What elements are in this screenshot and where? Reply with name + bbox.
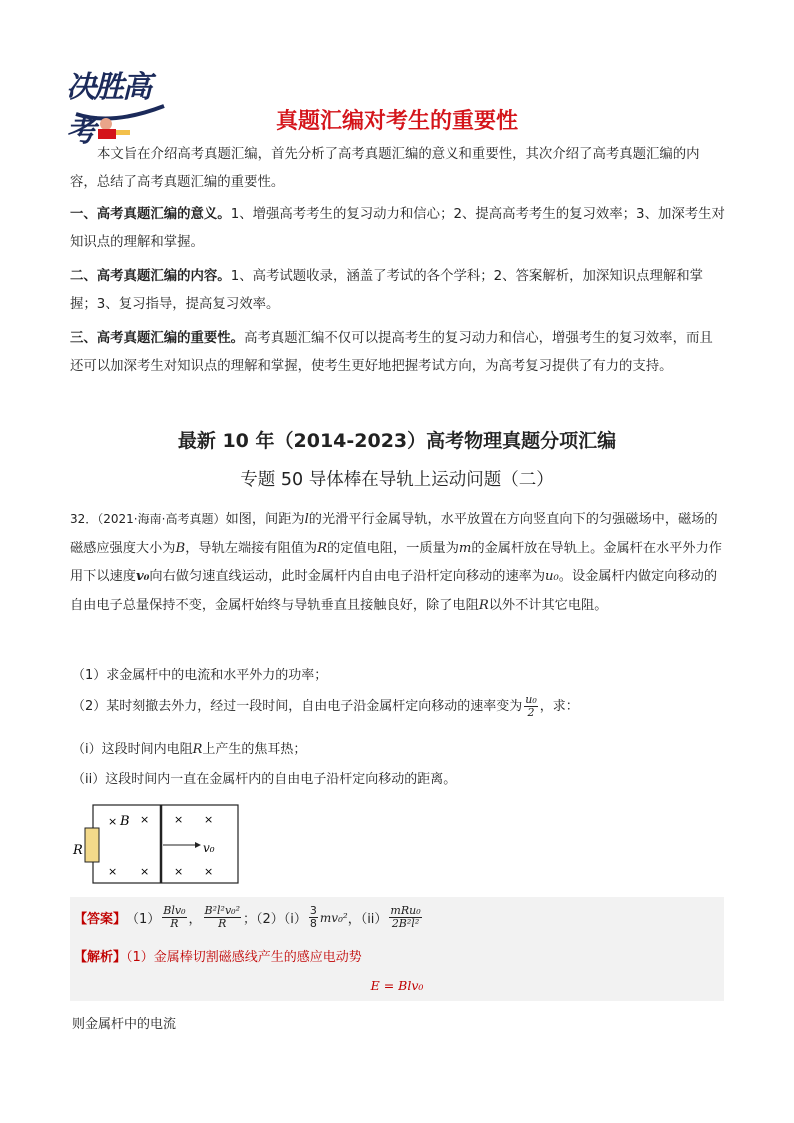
- cross-mark: ×: [204, 813, 214, 826]
- answer-label: 【答案】: [74, 912, 127, 927]
- section-1-label: 一、高考真题汇编的意义。: [70, 207, 231, 222]
- label-R: R: [73, 843, 83, 858]
- analysis-line: 【解析】（1）金属棒切割磁感线产生的感应电动势: [74, 950, 362, 965]
- collection-title: 最新 10 年（2014-2023）高考物理真题分项汇编: [177, 430, 617, 452]
- label-v0: v₀: [203, 841, 215, 855]
- section-1: [70, 201, 726, 257]
- analysis-label: 【解析】: [74, 950, 127, 965]
- section-2-label: 二、高考真题汇编的内容。: [70, 269, 231, 284]
- cross-mark: ×: [174, 813, 184, 826]
- page-title: 真题汇编对考生的重要性: [275, 109, 518, 134]
- section-3-label: 三、高考真题汇编的重要性。: [70, 331, 245, 346]
- label-B: B: [120, 814, 130, 829]
- cross-mark: ×: [108, 865, 118, 878]
- answer-fraction-2: $\frac{\text{B²l²v₀²}}{R}$: [204, 904, 241, 930]
- answer-line: 【答案】 （1） $\frac{\text{Blv₀}}{R}$ ， $\frac{\text{B²l²v₀²}}{R}$ ；（2）（i） $\frac{3}{8}$ mv₀² ，（ii） $\frac{\text{mRu₀}}{\text{2B²l²}}$: [74, 904, 421, 930]
- question-part-2-ii: （ii）这段时间内一直在金属杆内的自由电子沿杆定向移动的距离。: [72, 772, 457, 787]
- section-3: [70, 325, 726, 381]
- question-part-1: （1）求金属杆中的电流和水平外力的功率；: [72, 668, 328, 683]
- rail-diagram: [70, 798, 246, 890]
- intro-paragraph: 本文旨在介绍高考真题汇编，首先分析了高考真题汇编的意义和重要性，其次介绍了高考真题汇编的内容，总结了高考真题汇编的重要性。: [70, 147, 700, 190]
- answer-fraction-3: $\frac{3}{8}$: [309, 904, 317, 930]
- logo-text: 决胜高考: [66, 70, 150, 149]
- cross-mark: ×: [108, 815, 118, 828]
- section-3-text: 高考真题汇编不仅可以提高考生的复习动力和信心，增强考生的复习效率，而且还可以加深考生对知识点的理解和掌握，使考生更好地把握考试方向，为高考复习提供了有力的支持。: [70, 331, 713, 374]
- answer-fraction-4: $\frac{\text{mRu₀}}{\text{2B²l²}}$: [390, 904, 421, 930]
- section-1-text: 1、增强高考考生的复习动力和信心；2、提高高考考生的复习效率；3、加深考生对知识点的理解和掌握。: [70, 207, 725, 250]
- section-2: [70, 263, 726, 319]
- cross-mark: ×: [140, 813, 150, 826]
- question-part-2-i: （i）这段时间内电阻R上产生的焦耳热；: [72, 742, 307, 757]
- question-part-2: （2）某时刻撤去外力，经过一段时间，自由电子沿金属杆定向移动的速率变为 $\frac{\text{u₀}}{2}$ ，求：: [72, 693, 579, 719]
- cross-mark: ×: [204, 865, 214, 878]
- arrow-head-icon: [195, 842, 201, 848]
- collection-subtitle: 专题 50 导体棒在导轨上运动问题（二）: [240, 470, 554, 490]
- cross-mark: ×: [174, 865, 184, 878]
- section-2-text: 1、高考试题收录，涵盖了考试的各个学科；2、答案解析，加深知识点理解和掌握；3、复习指导，提高复习效率。: [70, 269, 704, 312]
- question-stem: 32．（2021·海南·高考真题）如图，间距为l的光滑平行金属导轨，水平放置在方向竖直向下的匀强磁场中，磁场的磁感应强度大小为B，导轨左端接有阻值为R的定值电阻，一质量为m的金属杆放在导轨上。金属杆在水平外力作用下以速度v₀向右做匀速直线运动，此时金属杆内自由电子沿杆定向移动的速率为u₀。设金属杆内做定向移动的自由电子总量保持不变，金属杆始终与导轨垂直且接触良好，除了电阻R以外不计其它电阻。: [70, 512, 722, 613]
- emf-formula: E = Blv₀: [370, 978, 424, 993]
- cross-mark: ×: [140, 865, 150, 878]
- question-number: 32．（2021·海南·高考真题）: [70, 512, 226, 526]
- analysis-continuation: 则金属杆中的电流: [72, 1017, 177, 1032]
- answer-fraction-1: $\frac{\text{Blv₀}}{R}$: [163, 904, 186, 930]
- fraction-u0-over-2: $\frac{\text{u₀}}{2}$: [525, 693, 537, 719]
